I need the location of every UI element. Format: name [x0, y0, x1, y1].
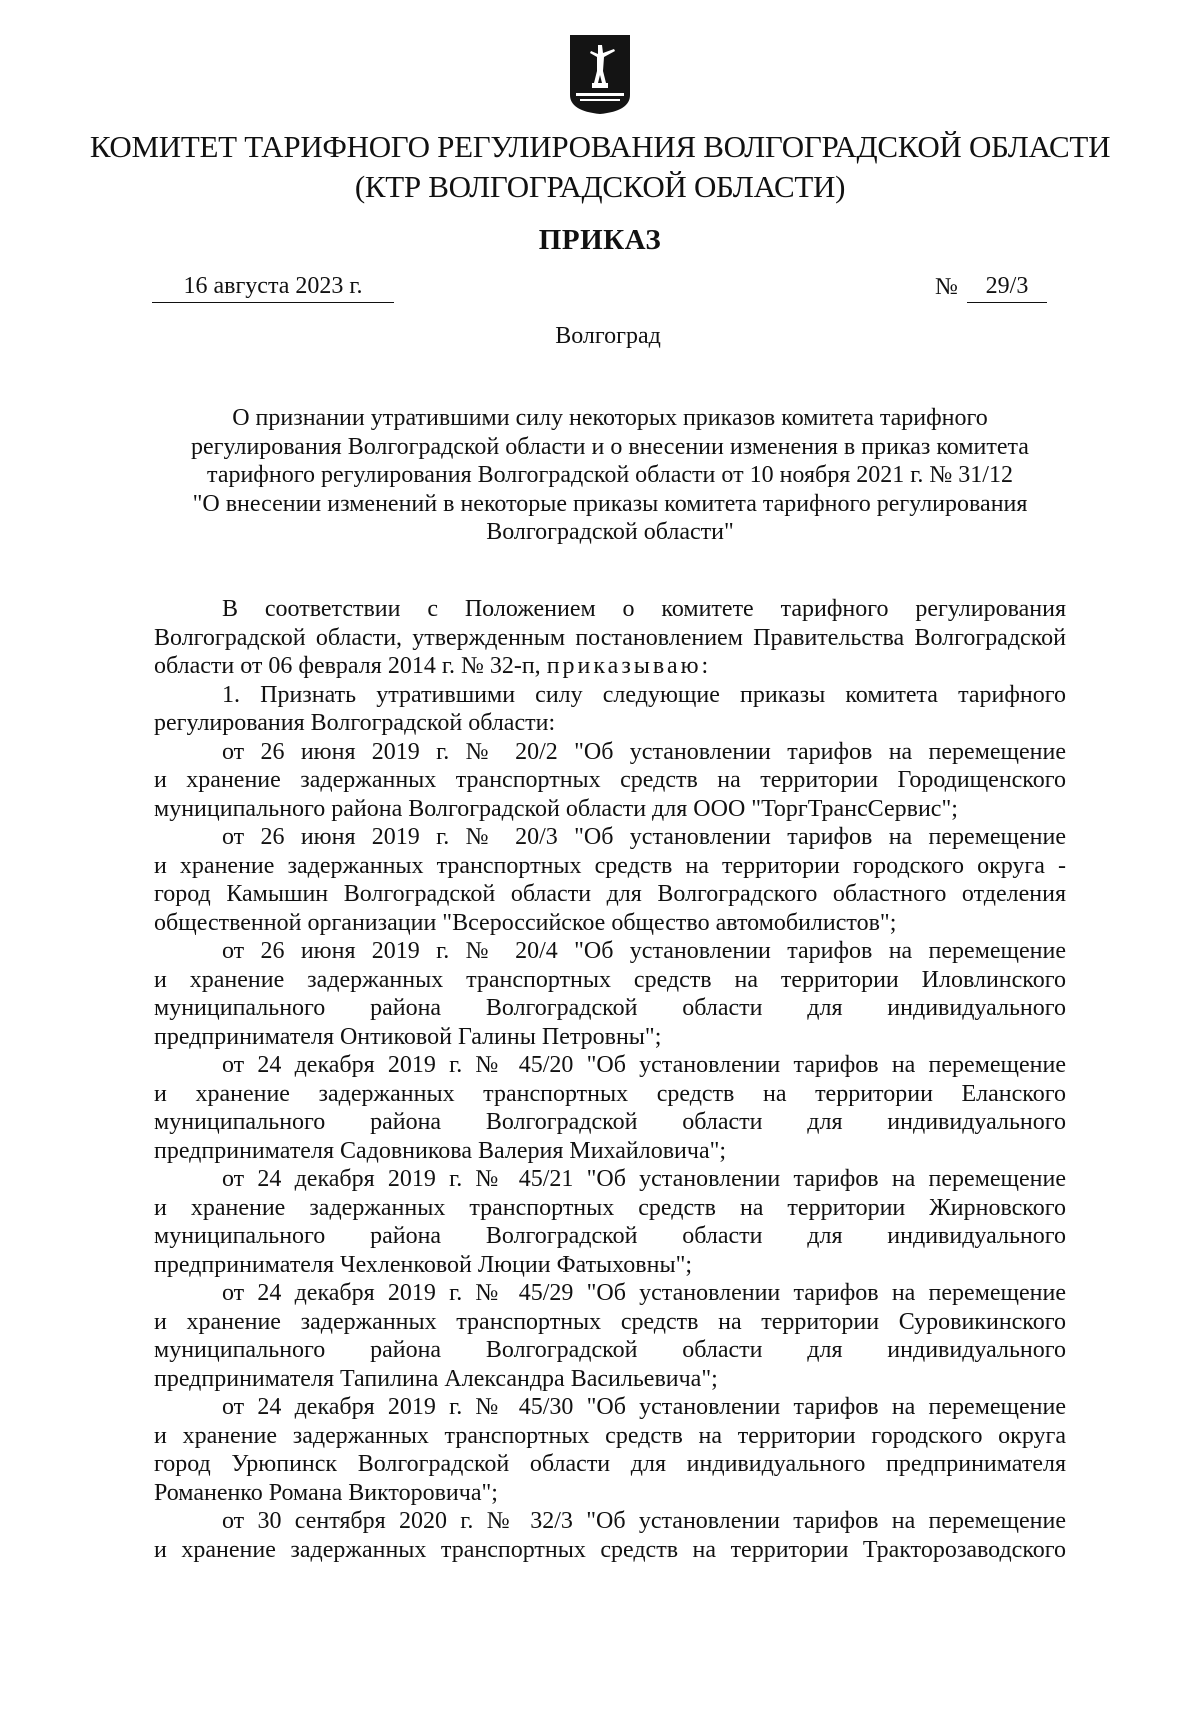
document-number-field	[935, 270, 1047, 303]
document-date: 16 августа 2023 г.	[152, 270, 394, 303]
repealed-order-line: предпринимателя Чехленковой Люции Фатыховны";	[154, 1251, 693, 1278]
base-stripe	[580, 99, 620, 101]
document-title: ПРИКАЗ	[538, 224, 662, 256]
repealed-order-line: и хранение задержанных транспортных средств на территории Еланского	[154, 1080, 1066, 1107]
repealed-order-line: и хранение задержанных транспортных средств на территории Суровикинского	[154, 1308, 1066, 1335]
order-colon: :	[701, 653, 709, 679]
repealed-order-line: и хранение задержанных транспортных средств на территории Жирновского	[154, 1194, 1066, 1221]
preamble-line	[154, 652, 1066, 681]
repealed-order-line: от 24 декабря 2019 г. № 45/30 "Об установлении тарифов на перемещение	[222, 1394, 1066, 1420]
repealed-order-line: от 26 июня 2019 г. № 20/4 "Об установлении тарифов на перемещение	[222, 938, 1066, 964]
subject-line: регулирования Волгоградской области и о внесении изменения в приказ комитета	[191, 433, 1029, 460]
subject-line: О признании утратившими силу некоторых приказов комитета тарифного	[232, 405, 988, 431]
repealed-order-line: от 26 июня 2019 г. № 20/3 "Об установлении тарифов на перемещение	[222, 824, 1066, 850]
repealed-order-line: город Урюпинск Волгоградской области для индивидуального предпринимателя	[154, 1451, 1066, 1477]
subject-line: Волгоградской области"	[486, 519, 734, 545]
subject-line: тарифного регулирования Волгоградской области от 10 ноября 2021 г. № 31/12	[207, 462, 1013, 488]
clause-1-line: регулирования Волгоградской области:	[154, 710, 556, 736]
subject-line: "О внесении изменений в некоторые приказы комитета тарифного регулирования	[192, 490, 1028, 517]
repealed-order-line: муниципального района Волгоградской области для ООО "ТоргТрансСервис";	[154, 795, 958, 822]
pedestal	[592, 83, 608, 88]
repealed-order-line: и хранение задержанных транспортных средств на территории городского округа	[154, 1422, 1066, 1449]
repealed-order-line: от 24 декабря 2019 г. № 45/29 "Об установлении тарифов на перемещение	[222, 1280, 1066, 1306]
repealed-order-line: Романенко Романа Викторовича";	[154, 1479, 498, 1506]
repealed-order-line: от 24 декабря 2019 г. № 45/21 "Об установлении тарифов на перемещение	[222, 1166, 1066, 1192]
repealed-order-line: и хранение задержанных транспортных средств на территории Иловлинского	[154, 966, 1066, 993]
volgograd-coat-of-arms-icon	[568, 31, 632, 115]
document-subject	[150, 404, 1070, 547]
repealed-order-line: муниципального района Волгоградской области для индивидуального	[154, 1109, 1066, 1135]
repealed-order-line: муниципального района Волгоградской области для индивидуального	[154, 995, 1066, 1021]
repealed-order-line: от 24 декабря 2019 г. № 45/20 "Об установлении тарифов на перемещение	[222, 1052, 1066, 1078]
repealed-order-line: предпринимателя Онтиковой Галины Петровны";	[154, 1023, 662, 1050]
document-body	[154, 595, 1066, 1564]
organization-abbreviation: (КТР ВОЛГОГРАДСКОЙ ОБЛАСТИ)	[354, 169, 846, 204]
repealed-order-line: муниципального района Волгоградской области для индивидуального	[154, 1337, 1066, 1363]
repealed-order-line: и хранение задержанных транспортных средств на территории Тракторозаводского	[154, 1536, 1066, 1563]
preamble-line: В соответствии с Положением о комитете тарифного регулирования	[222, 596, 1066, 622]
repealed-order-line: от 30 сентября 2020 г. № 32/3 "Об установлении тарифов на перемещение	[222, 1508, 1066, 1534]
organization-name: КОМИТЕТ ТАРИФНОГО РЕГУЛИРОВАНИЯ ВОЛГОГРАДСКОЙ ОБЛАСТИ	[89, 129, 1111, 164]
coat-of-arms-graphic	[568, 31, 632, 115]
preamble-line: Волгоградской области, утвержденным постановлением Правительства Волгоградской	[154, 624, 1066, 651]
clause-1-line: 1. Признать утратившими силу следующие приказы комитета тарифного	[222, 681, 1066, 708]
repealed-order-line: город Камышин Волгоградской области для Волгоградского областного отделения	[154, 881, 1066, 907]
number-sign: №	[935, 274, 958, 300]
document-city: Волгоград	[555, 323, 661, 349]
repealed-order-line: и хранение задержанных транспортных средств на территории Городищенского	[154, 767, 1066, 793]
order-keyword: приказываю	[546, 653, 702, 679]
document-number: 29/3	[967, 270, 1047, 303]
repealed-order-line: муниципального района Волгоградской области для индивидуального	[154, 1223, 1066, 1249]
repealed-order-line: предпринимателя Тапилина Александра Васильевича";	[154, 1365, 718, 1392]
repealed-order-line: общественной организации "Всероссийское общество автомобилистов";	[154, 909, 897, 936]
base-stripe	[576, 93, 624, 96]
repealed-order-line: предпринимателя Садовникова Валерия Михайловича";	[154, 1137, 727, 1164]
repealed-order-line: от 26 июня 2019 г. № 20/2 "Об установлении тарифов на перемещение	[222, 738, 1066, 765]
repealed-order-line: и хранение задержанных транспортных средств на территории городского округа -	[154, 852, 1066, 879]
preamble-text: области от 06 февраля 2014 г. № 32-п,	[154, 653, 541, 679]
